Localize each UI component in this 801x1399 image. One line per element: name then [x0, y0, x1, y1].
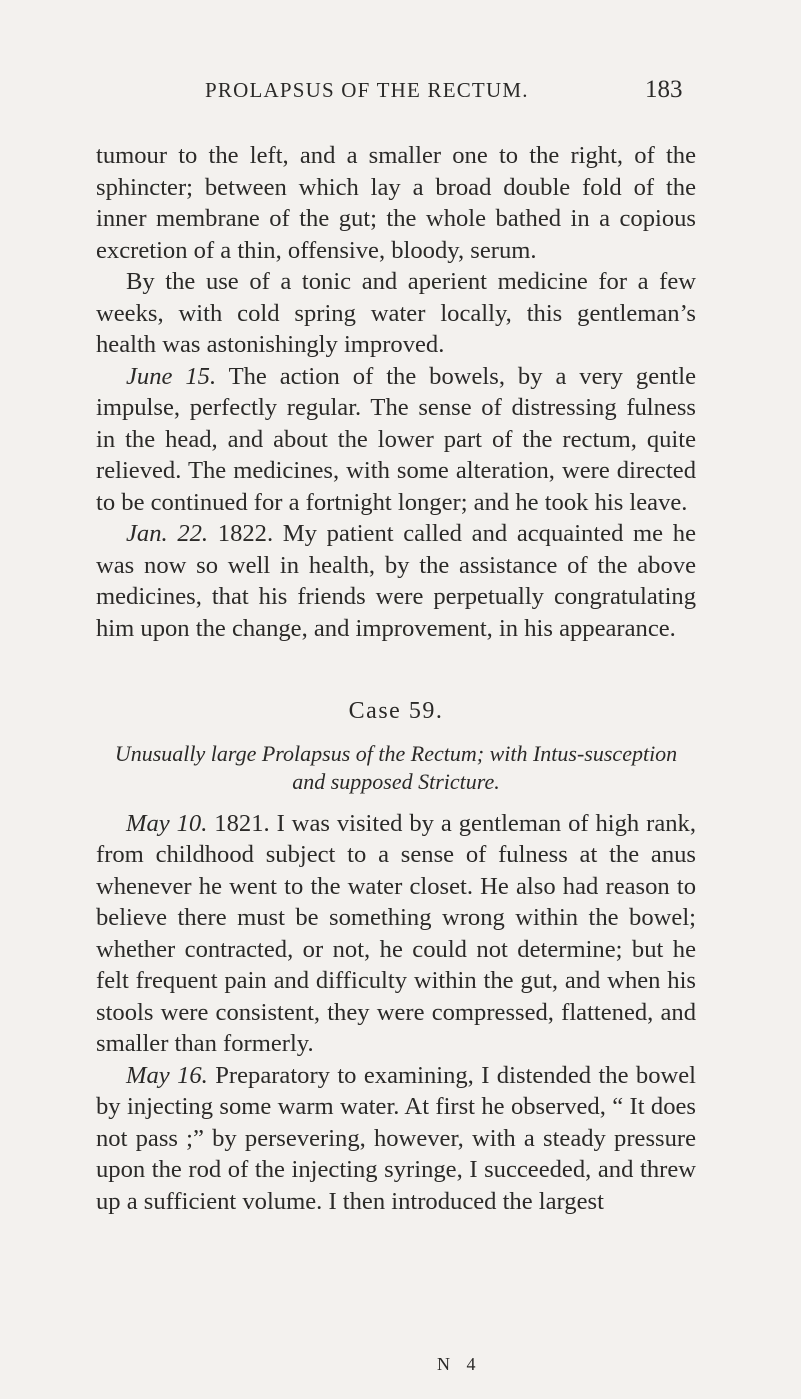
paragraph-may-10 [96, 808, 696, 1060]
entry-date: Jan. 22. [126, 520, 209, 547]
paragraph-text: By the use of a tonic and aperient medicine for a few weeks, with cold spring water locally, this gentleman’s health was astonishingly improved. [96, 268, 696, 358]
paragraph-text: 1821. I was visited by a gentleman of high rank, from childhood subject to a sense of fulness at the anus whenever he went to the water closet. He also had reason to believe there must be something wrong within the bowel; whether contracted, or not, he could not determine; but he felt frequent pain and difficulty within the gut, and when his stools were consistent, they were compressed, flattened, and smaller than formerly. [96, 809, 696, 1057]
signature-mark: N 4 [437, 1354, 482, 1374]
page-number: 183 [645, 76, 683, 103]
paragraph-text: Preparatory to examining, I distended the bowel by injecting some warm water. At first he observed, “ It does not pass ;” by persevering, however, with a steady pressure upon the rod of the injecting syringe, I succeeded, and threw up a sufficient volume. I then introduced the largest [96, 1061, 696, 1215]
case-subtitle: Unusually large Prolapsus of the Rectum; with Intus-susception and supposed Stricture. [114, 740, 678, 794]
paragraph-jan-22 [96, 518, 696, 644]
case-heading: Case 59. [348, 698, 444, 724]
paragraph-continuation [96, 140, 696, 266]
paragraph-text: The action of the bowels, by a very gentle impulse, perfectly regular. The sense of distressing fulness in the head, and about the lower part of the rectum, quite relieved. The medicines, with some alteration, were directed to be continued for a fortnight longer; and he took his leave. [96, 362, 697, 516]
paragraph-text: tumour to the left, and a smaller one to the right, of the sphincter; between which lay a broad double fold of the inner membrane of the gut; the whole bathed in a copious excretion of a thin, offensive, bloody, serum. [96, 142, 696, 264]
entry-date: May 16. [126, 1061, 208, 1089]
paragraph-text: 1822. My patient called and acquainted me he was now so well in health, by the assistance of the above medicines, that his friends were perpetually congratulating him upon the change, and improvement, in his appearance. [96, 520, 696, 642]
running-head: PROLAPSUS OF THE RECTUM. [205, 78, 529, 102]
paragraph-june-15 [96, 361, 696, 519]
body-text [96, 140, 696, 1217]
paragraph-may-16 [96, 1060, 696, 1218]
entry-date: June 15. [126, 362, 217, 390]
entry-date: May 10. [126, 809, 208, 837]
paragraph-treatment [96, 266, 696, 361]
